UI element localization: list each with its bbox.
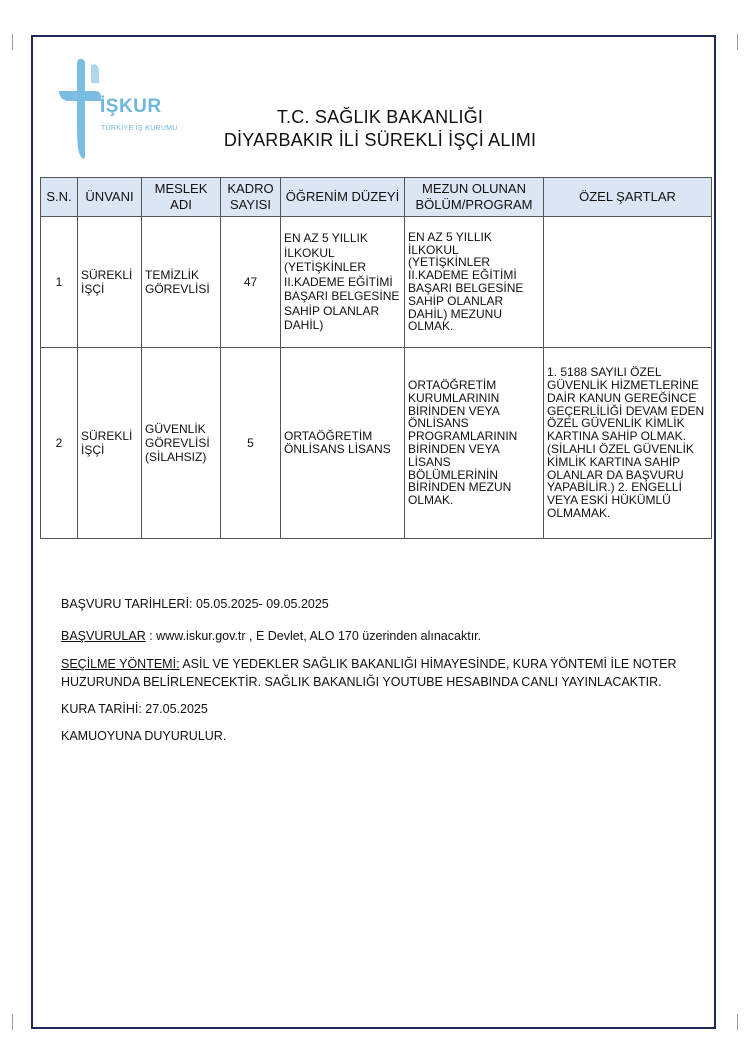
cell-ogrenim: EN AZ 5 YILLIK İLKOKUL (YETİŞKİNLER II.KADEME EĞİTİMİ BAŞARI BELGESİNE SAHİP OLANLAR DAHİL) [281,217,405,348]
header-ozel: ÖZEL ŞARTLAR [544,178,712,217]
cell-ozel: 1. 5188 SAYILI ÖZEL GÜVENLİK HİZMETLERİNE DAİR KANUN GEREĞİNCE GEÇERLİLİĞİ DEVAM EDEN ÖZEL GÜVENLİK KİMLİK KARTINA SAHİP OLMAK. (SİLAHLI ÖZEL GÜVENLİK KİMLİK KARTINA SAHİP OLANLAR DA BAŞVURU YAPABİLİR.) 2. ENGELLİ VEYA ESKİ HÜKÜMLÜ OLMAMAK. [544,348,712,539]
cell-kadro: 47 [221,217,281,348]
crop-mark-bottom-right [737,1014,750,1030]
selection-method-label: SEÇİLME YÖNTEMİ: [61,657,180,671]
cell-meslek: TEMİZLİK GÖREVLİSİ [142,217,221,348]
application-channels-value: : www.iskur.gov.tr , E Devlet, ALO 170 üzerinden alınacaktır. [149,629,482,643]
application-channels-label: BAŞVURULAR [61,629,146,643]
vacancy-table [40,177,712,539]
cell-kadro: 5 [221,348,281,539]
header-mezun: MEZUN OLUNAN BÖLÜM/PROGRAM [405,178,544,217]
cell-unvan: SÜREKLİ İŞÇİ [78,348,142,539]
cell-ogrenim: ORTAÖĞRETİM ÖNLİSANS LİSANS [281,348,405,539]
table-header-row [41,178,712,217]
lottery-date: KURA TARİHİ: 27.05.2025 [61,702,208,716]
selection-method-value: ASİL VE YEDEKLER SAĞLIK BAKANLIĞI HİMAYESİNDE, KURA YÖNTEMİ İLE NOTER HUZURUNDA BELİRLENECEKTİR. SAĞLIK BAKANLIĞI YOUTUBE HESABINDA CANLI YAYINLACAKTIR. [61,657,677,689]
header-kadro: KADRO SAYISI [221,178,281,217]
table-row [41,217,712,348]
table-row [41,348,712,539]
cell-unvan: SÜREKLİ İŞÇİ [78,217,142,348]
header-sn: S.N. [41,178,78,217]
logo-wordmark: İŞKUR [100,96,162,117]
crop-mark-bottom-left [0,1014,13,1030]
cell-ozel [544,217,712,348]
application-dates-label: BAŞVURU TARİHLERİ: [61,597,193,611]
cell-mezun: EN AZ 5 YILLIK İLKOKUL (YETİŞKİNLER II.KADEME EĞİTİMİ BAŞARI BELGESİNE SAHİP OLANLAR DAHİL) MEZUNU OLMAK. [405,217,544,348]
cell-sn: 2 [41,348,78,539]
cell-mezun: ORTAÖĞRETİM KURUMLARININ BİRİNDEN VEYA ÖNLİSANS PROGRAMLARININ BİRİNDEN VEYA LİSANS BÖLÜMLERİNİN BİRİNDEN MEZUN OLMAK. [405,348,544,539]
application-dates [61,595,701,613]
page-title-line2: DİYARBAKIR İLİ SÜREKLİ İŞÇİ ALIMI [223,130,537,150]
cell-meslek: GÜVENLİK GÖREVLİSİ (SİLAHSIZ) [142,348,221,539]
crop-mark-top-right [737,34,750,50]
logo-subtitle: TÜRKİYE İŞ KURUMU [101,125,178,132]
header-ogrenim: ÖĞRENİM DÜZEYİ [281,178,405,217]
page-title-line1: T.C. SAĞLIK BAKANLIĞI [276,107,484,127]
cell-sn: 1 [41,217,78,348]
selection-method [61,655,701,691]
header-meslek: MESLEK ADI [142,178,221,217]
application-channels [61,627,701,645]
application-dates-value: 05.05.2025- 09.05.2025 [196,597,329,611]
header-unvan: ÜNVANI [78,178,142,217]
crop-mark-top-left [0,34,13,50]
public-announcement: KAMUOYUNA DUYURULUR. [61,729,227,743]
